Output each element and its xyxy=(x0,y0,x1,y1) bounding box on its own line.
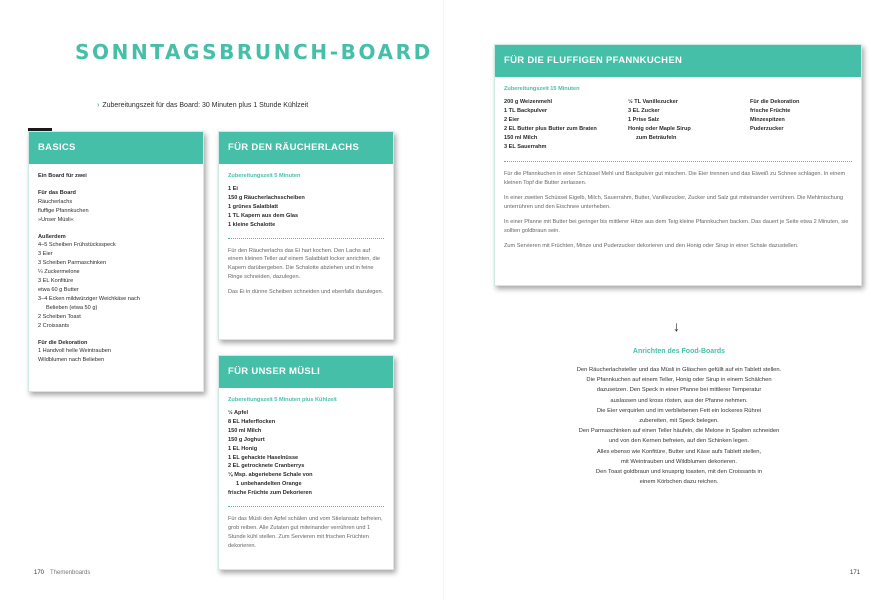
ingredient-item: 150 g Räucherlachsscheiben xyxy=(228,194,305,201)
list-item: 3 Scheiben Parmaschinken xyxy=(38,260,107,267)
instruction-paragraph: Für die Pfannkuchen in einer Schüssel Mehl und Backpulver gut mischen. Die Eier trennen und das Eiweiß zu Schnee schlagen. In einem kleinen Topf die Butter zerlassen. xyxy=(504,171,846,187)
instruction-paragraph: Zum Servieren mit Früchten, Minze und Puderzucker dekorieren und den Honig oder Sirup in einer Schale dazustellen. xyxy=(504,242,799,249)
ingredient-item: 8 EL Haferflocken xyxy=(228,418,276,425)
ingredient-item: ½ TL Vanillezucker xyxy=(628,99,678,105)
arrow-down-icon: ↓ xyxy=(673,318,680,334)
text-line: Alles ebenso wie Konfitüre, Butter und Käse aufs Tablett stellen, xyxy=(596,448,762,455)
list-item: Wildblumen nach Belieben xyxy=(38,357,105,364)
instruction-paragraph: In einer Pfanne mit Butter bei geringer bis mittlerer Hitze aus dem Teig kleine Pfannkuchen backen. Das dauert je Seite etwa 2 Minuten, sie sollten goldbraun sein. xyxy=(504,219,849,234)
ingredient-item: frische Früchte zum Dekorieren xyxy=(228,490,312,497)
list-item: Belieben (etwa 50 g) xyxy=(46,304,98,311)
basics-card xyxy=(28,131,204,392)
ingredient-item: Für die Dekoration xyxy=(750,99,800,105)
text-line: Die Pfannkuchen auf einem Teller, Honig oder Sirup in einem Schälchen xyxy=(586,377,772,384)
divider xyxy=(504,161,852,162)
lachs-ingredients xyxy=(219,185,393,230)
pfannkuchen-instructions xyxy=(495,170,861,250)
list-item: 4–5 Scheiben Frühstücksspeck xyxy=(38,242,116,249)
page-gutter xyxy=(443,0,444,600)
ingredient-item: frische Früchte xyxy=(750,107,791,114)
list-item: 2 Scheiben Toast xyxy=(38,313,81,320)
lachs-header: FÜR DEN RÄUCHERLACHS xyxy=(219,132,393,164)
muesli-ingredients xyxy=(219,409,393,498)
divider xyxy=(228,506,384,507)
instruction-paragraph: Das Ei in dünne Scheiben schneiden und ebenfalls dazulegen. xyxy=(228,289,384,296)
ingredient-item: 1 TL Kapern aus dem Glas xyxy=(228,212,299,219)
basics-list xyxy=(29,164,203,365)
ingredient-item: 1 Ei xyxy=(228,186,238,192)
list-item: Für das Board xyxy=(38,189,76,196)
text-line: einem Körbchen dazu reichen. xyxy=(639,479,719,486)
prep-time xyxy=(97,102,308,109)
instruction-paragraph: In einer zweiten Schüssel Eigelb, Milch, Sauerrahm, Butter, Vanillezucker, Zucker und Salz gut miteinander verrühren. Die Mehlmischung unterrühren und den Eischnee unterheben. xyxy=(504,195,844,211)
ingredient-item: 1 TL Backpulver xyxy=(504,107,548,114)
chevron-right-icon: › xyxy=(97,102,100,109)
muesli-prep-time: Zubereitungszeit 5 Minuten plus Kühlzeit xyxy=(228,397,337,403)
text-line: zubereiten, mit Speck belegen. xyxy=(639,418,719,425)
ingredient-item: 200 g Weizenmehl xyxy=(504,99,553,105)
ingredient-item: ⅛ Msp. abgeriebene Schale von xyxy=(228,472,313,479)
list-item: 2 Croissants xyxy=(38,322,70,329)
muesli-instructions xyxy=(219,515,393,551)
pfannkuchen-prep-time: Zubereitungszeit 15 Minuten xyxy=(504,86,580,92)
list-item: Räucherlachs xyxy=(38,198,73,205)
lachs-prep-time: Zubereitungszeit 5 Minuten xyxy=(228,173,301,179)
ingredient-item: ½ Apfel xyxy=(228,410,248,416)
ingredient-item: Puderzucker xyxy=(750,125,784,132)
text-line: Den Räucherlachsteller und das Müsli in Gläschen gefüllt auf ein Tablett stellen. xyxy=(576,367,782,373)
list-item: 3 Eier xyxy=(38,251,53,258)
list-item xyxy=(38,181,194,189)
ingredient-item: 2 EL Butter plus Butter zum Braten xyxy=(504,125,597,132)
lachs-card xyxy=(218,131,394,340)
page-footer-left xyxy=(34,570,90,576)
list-item xyxy=(38,225,194,233)
list-item: Außerdem xyxy=(38,233,66,240)
list-item: fluffige Pfannkuchen xyxy=(38,207,89,214)
basics-header: BASICS xyxy=(29,132,203,164)
ingredient-item: 2 EL getrocknete Cranberrys xyxy=(228,463,305,470)
divider xyxy=(228,238,384,239)
muesli-card xyxy=(218,355,394,570)
list-item: Für die Dekoration xyxy=(38,339,88,346)
ingredient-item: 1 EL Honig xyxy=(228,445,258,452)
ingredient-item: 1 unbehandelten Orange xyxy=(236,481,302,488)
ingredient-item: 1 grünes Salatblatt xyxy=(228,203,279,210)
pfannkuchen-card xyxy=(494,44,862,286)
anrichten-title: Anrichten des Food-Boards xyxy=(632,348,726,355)
ingredients-column-1 xyxy=(504,98,628,151)
instruction-paragraph: Für das Müsli den Apfel schälen und vom Stielansatz befreien, grob reiben. Alle Zutaten gut miteinander verrühren und 1 Stunde kühl stellen. Zum Servieren mit frischen Früchten dekorieren. xyxy=(228,516,383,549)
page-number: 171 xyxy=(850,570,861,576)
list-item: Ein Board für zwei xyxy=(38,173,87,179)
list-item: 3–4 Ecken mildwürziger Weichkäse nach xyxy=(38,295,140,302)
ingredient-item: 1 Prise Salz xyxy=(628,116,660,123)
anrichten-text xyxy=(545,365,813,487)
page-title: SONNTAGSBRUNCH-BOARD xyxy=(75,40,433,64)
instruction-paragraph: Für den Räucherlachs das Ei hart kochen. Den Lachs auf einem kleinen Teller auf einem Salatblatt locker anrichten, die Kapern darübergeben. Die Schalotte abziehen und in feine Ringe schneiden, dazulegen. xyxy=(228,247,380,281)
ingredient-item: 1 kleine Schalotte xyxy=(228,221,276,228)
prep-time-text: Zubereitungszeit für das Board: 30 Minuten plus 1 Stunde Kühlzeit xyxy=(102,102,309,109)
list-item xyxy=(38,331,194,339)
decoration-column xyxy=(750,98,799,151)
text-line: dazusetzen. Den Speck in einer Pfanne bei mittlerer Temperatur xyxy=(596,387,762,394)
ingredient-item: 150 g Joghurt xyxy=(228,436,265,443)
list-item: »Unser Müsli« xyxy=(38,216,74,223)
ingredient-item: Honig oder Maple Sirup xyxy=(628,125,691,132)
text-line: Die Eier verquirlen und im verbliebenen Fett ein lockeres Rührei xyxy=(596,407,762,414)
ingredient-item: 150 ml Milch xyxy=(228,427,262,434)
pfannkuchen-header: FÜR DIE FLUFFIGEN PFANNKUCHEN xyxy=(495,45,861,77)
ingredients-column-2 xyxy=(628,98,750,151)
text-line: und von den Kernen befreien, auf den Schinken legen. xyxy=(608,438,750,445)
ingredient-item: 150 ml Milch xyxy=(504,134,538,141)
list-item: ¼ Zuckermelone xyxy=(38,269,80,276)
page-number: 170 xyxy=(34,570,45,576)
text-line: Den Parmaschinken auf einen Teller häufeln, die Melone in Spalten schneiden xyxy=(578,428,780,435)
muesli-header: FÜR UNSER MÜSLI xyxy=(219,356,393,388)
ingredient-item: 3 EL Zucker xyxy=(628,107,660,114)
ingredient-item: zum Beträufeln xyxy=(636,134,677,141)
ingredient-item: Minzespitzen xyxy=(750,116,785,123)
list-item: 3 EL Konfitüre xyxy=(38,278,74,285)
pfannkuchen-ingredients xyxy=(495,98,861,151)
ingredient-item: 3 EL Sauerrahm xyxy=(504,143,547,150)
ingredient-item: 2 Eier xyxy=(504,116,520,123)
lachs-instructions xyxy=(219,247,393,298)
ingredient-item: 1 EL gehackte Haselnüsse xyxy=(228,454,299,461)
text-line: mit Weintrauben und Wildblumen dekorieren. xyxy=(621,458,737,465)
text-line: auslassen und kross rösten, aus der Pfanne nehmen. xyxy=(610,397,748,404)
list-item: 1 Handvoll helle Weintrauben xyxy=(38,348,111,355)
list-item: etwa 60 g Butter xyxy=(38,286,79,293)
text-line: Den Toast goldbraun und knusprig toasten, mit den Croissants in xyxy=(595,469,763,476)
section-name: Themenboards xyxy=(50,570,91,576)
